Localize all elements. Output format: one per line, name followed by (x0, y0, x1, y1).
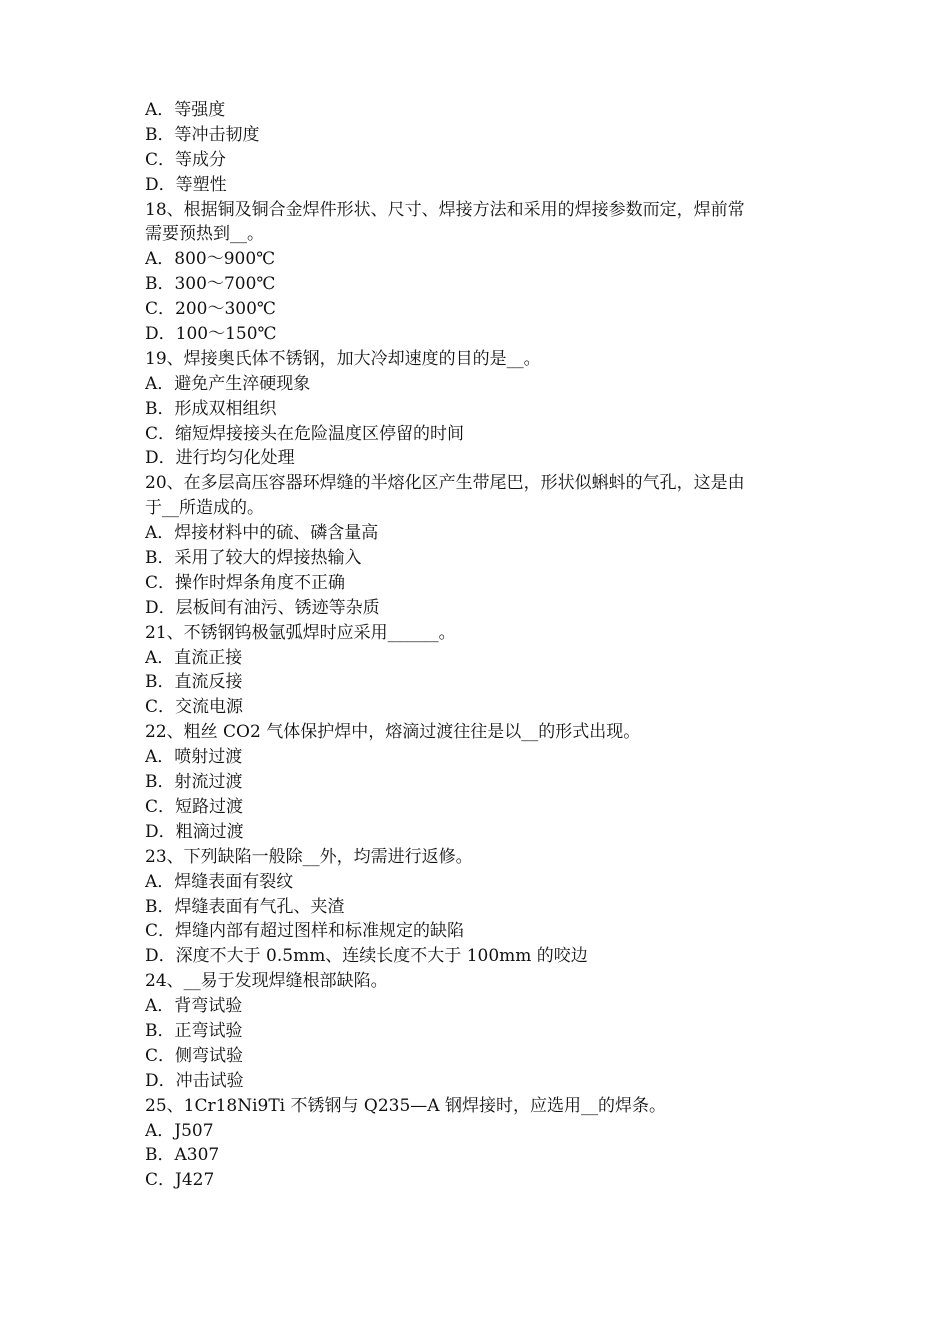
option-d: D．进行均匀化处理 (145, 448, 295, 469)
question-23: 23、下列缺陷一般除__外，均需进行返修。 (145, 846, 473, 867)
option-d: D．等塑性 (145, 174, 227, 195)
option-a: A．直流正接 (145, 647, 243, 668)
option-c: C．200～300℃ (145, 299, 276, 320)
question-20-line-2: 于__所造成的。 (145, 498, 264, 519)
option-d: D．层板间有油污、锈迹等杂质 (145, 597, 380, 618)
question-20-line-1: 20、在多层高压容器环焊缝的半熔化区产生带尾巴，形状似蝌蚪的气孔，这是由 (145, 473, 745, 494)
option-c: C．侧弯试验 (145, 1045, 244, 1066)
option-a: A．等强度 (145, 100, 226, 120)
option-a: A．焊接材料中的硫、磷含量高 (145, 523, 379, 544)
option-a: A．焊缝表面有裂纹 (145, 871, 294, 892)
question-25: 25、1Cr18Ni9Ti 不锈钢与 Q235—A 钢焊接时，应选用__的焊条。 (145, 1095, 666, 1116)
question-21: 21、不锈钢钨极氩弧焊时应采用______。 (145, 622, 456, 643)
option-c: C．J427 (145, 1170, 215, 1191)
question-24: 24、__易于发现焊缝根部缺陷。 (145, 971, 388, 992)
option-b: B．直流反接 (145, 672, 243, 693)
option-b: B．采用了较大的焊接热输入 (145, 548, 362, 569)
option-b: B．焊缝表面有气孔、夹渣 (145, 896, 345, 917)
option-c: C．焊缝内部有超过图样和标准规定的缺陷 (145, 921, 465, 942)
option-d: D．深度不大于 0.5mm、连续长度不大于 100mm 的咬边 (145, 946, 588, 967)
option-b: B．A307 (145, 1145, 220, 1166)
option-a: A．J507 (145, 1120, 214, 1141)
option-c: C．缩短焊接接头在危险温度区停留的时间 (145, 423, 465, 444)
option-a: A．800～900℃ (145, 249, 276, 270)
option-a: A．背弯试验 (145, 996, 243, 1017)
option-b: B．等冲击韧度 (145, 124, 260, 145)
question-18-line-2: 需要预热到__。 (145, 224, 264, 245)
option-d: D．100～150℃ (145, 324, 277, 345)
question-18-line-1: 18、根据铜及铜合金焊件形状、尺寸、焊接方法和采用的焊接参数而定，焊前常 (145, 199, 745, 220)
option-b: B．300～700℃ (145, 274, 276, 295)
option-c: C．交流电源 (145, 697, 244, 718)
option-c: C．操作时焊条角度不正确 (145, 572, 346, 593)
question-text-body (145, 98, 825, 1193)
option-d: D．粗滴过渡 (145, 821, 244, 842)
question-22: 22、粗丝 CO2 气体保护焊中，熔滴过渡往往是以__的形式出现。 (145, 722, 641, 743)
option-c: C．短路过渡 (145, 796, 244, 817)
option-d: D．冲击试验 (145, 1070, 244, 1091)
option-b: B．射流过渡 (145, 772, 243, 793)
option-a: A．喷射过渡 (145, 747, 243, 768)
option-b: B．正弯试验 (145, 1020, 243, 1041)
option-a: A．避免产生淬硬现象 (145, 373, 311, 394)
option-b: B．形成双相组织 (145, 398, 277, 419)
question-19: 19、焊接奥氏体不锈钢，加大冷却速度的目的是__。 (145, 348, 541, 369)
option-c: C．等成分 (145, 149, 227, 170)
